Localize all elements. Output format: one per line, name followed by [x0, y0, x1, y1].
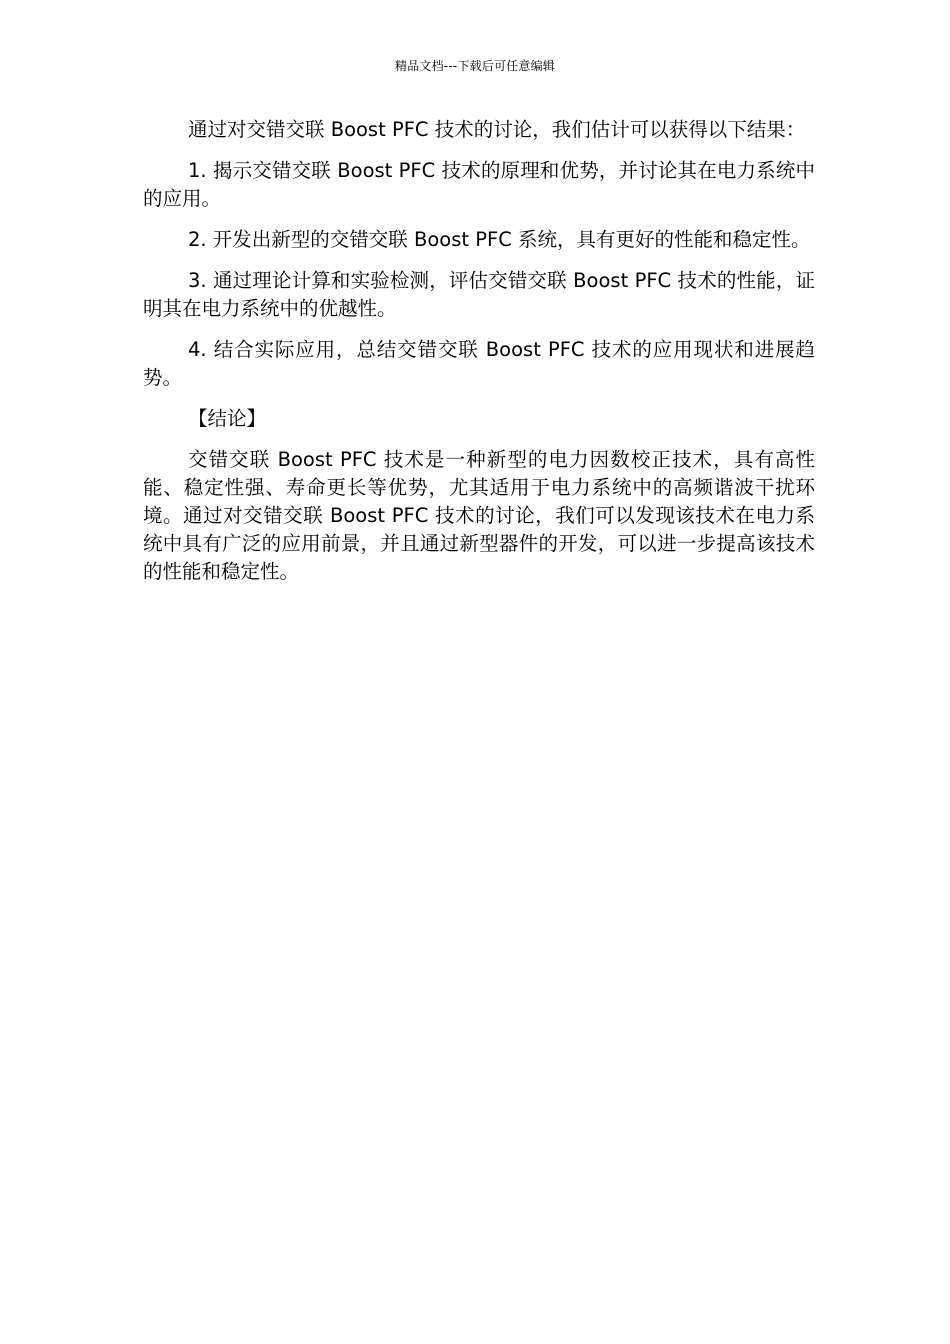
document-body — [143, 116, 815, 599]
result-item-2: 2. 开发出新型的交错交联 Boost PFC 系统，具有更好的性能和稳定性。 — [188, 228, 811, 251]
intro-paragraph: 通过对交错交联 Boost PFC 技术的讨论，我们估计可以获得以下结果： — [188, 118, 806, 141]
result-item-4: 4. 结合实际应用，总结交错交联 Boost PFC 技术的应用现状和进展趋势。 — [143, 338, 815, 389]
result-item-3: 3. 通过理论计算和实验检测，评估交错交联 Boost PFC 技术的性能，证明其在电力系统中的优越性。 — [143, 269, 815, 320]
conclusion-heading: 【结论】 — [188, 407, 267, 430]
result-item-1: 1. 揭示交错交联 Boost PFC 技术的原理和优势，并讨论其在电力系统中的应用。 — [143, 159, 815, 210]
conclusion-paragraph: 交错交联 Boost PFC 技术是一种新型的电力因数校正技术，具有高性能、稳定性强、寿命更长等优势，尤其适用于电力系统中的高频谐波干扰环境。通过对交错交联 Boost PFC 技术的讨论，我们可以发现该技术在电力系统中具有广泛的应用前景，并且通过新型器件的开发，可以进一步提高该技术的性能和稳定性。 — [143, 448, 815, 583]
page-header: 精品文档---下载后可任意编辑 — [395, 59, 555, 73]
